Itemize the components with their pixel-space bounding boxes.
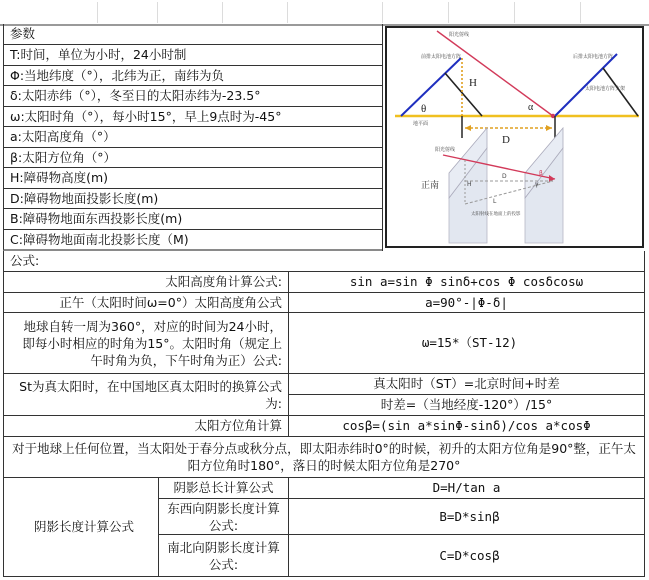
label-ground: 地平面 — [413, 121, 429, 127]
label-sunray-3d: 阳光射线 — [435, 147, 456, 153]
formula-label-solar-time[interactable]: St为真太阳时，在中国地区真太阳时的换算公式为: — [3, 374, 288, 416]
label-sunray: 阳光射线 — [449, 32, 470, 38]
shadow-label-total[interactable]: 阴影总长计算公式 — [158, 478, 288, 499]
column-gridline — [448, 2, 449, 23]
label-alpha: α — [528, 102, 534, 113]
formula-value-time-diff[interactable]: 时差=（当地经度-120°）/15° — [288, 395, 645, 416]
param-B[interactable]: B:障碍物地面东西投影长度(m) — [3, 209, 383, 230]
formula-label-noon[interactable]: 正午（太阳时间ω=0°）太阳高度角公式 — [3, 293, 288, 313]
column-gridline — [97, 2, 98, 23]
parameters-header[interactable]: 参数 — [3, 24, 383, 45]
label-H-3d: H — [467, 181, 472, 188]
diagram-svg — [387, 28, 642, 246]
label-beta-3d: β — [539, 170, 543, 177]
side-view-diagram — [395, 31, 639, 146]
shadow-value-ns[interactable] — [288, 535, 645, 577]
formula-value-hour-angle[interactable] — [288, 313, 645, 374]
formula-label-altitude[interactable]: 太阳高度角计算公式: — [3, 272, 288, 293]
label-H: H — [469, 77, 477, 89]
hour-angle-formula: ω=15*（ST-12) — [421, 335, 518, 350]
label-theta: θ — [421, 103, 427, 115]
label-front-panel: 前排太阳电池方阵 — [421, 54, 462, 60]
formula-value-solar-time[interactable]: 真太阳时（ST）=北京时间+时差 — [288, 374, 645, 395]
column-divider — [382, 24, 383, 251]
azimuth-note[interactable]: 对于地球上任何位置，当太阳处于春分点或秋分点，即太阳赤纬时0°的时候，初升的太阳方位角是90°整，正午太阳方位角时180°，落日的时候太阳方位角是270° — [3, 437, 645, 478]
param-beta[interactable]: β:太阳方位角（°） — [3, 148, 383, 168]
spreadsheet-header-row — [0, 0, 649, 26]
column-gridline — [580, 2, 581, 23]
shadow-label-ew[interactable] — [158, 499, 288, 535]
front-panel — [401, 58, 461, 116]
param-omega[interactable]: ω:太阳时角（°），每小时15°，早上9点时为-45° — [3, 107, 383, 127]
rear-panel — [555, 54, 617, 116]
label-rear-panel: 后排太阳电池方阵 — [573, 54, 614, 60]
label-south: 正南 — [421, 181, 440, 191]
perspective-diagram — [421, 128, 563, 243]
solar-shadow-diagram — [385, 26, 644, 248]
formula-value-altitude[interactable]: sin a=sin Φ sinδ+cos Φ cosδcosω — [288, 272, 645, 293]
param-delta[interactable]: δ:太阳赤纬（°），冬至日的太阳赤纬为-23.5° — [3, 86, 383, 107]
param-H[interactable]: H:障碍物高度(m) — [3, 168, 383, 189]
label-shadow: 太阳射线在地面上的投影 — [471, 212, 521, 217]
formula-value-noon[interactable]: a=90°-|Φ-δ| — [288, 293, 645, 313]
column-gridline — [222, 2, 223, 23]
column-gridline — [382, 2, 383, 23]
param-C[interactable]: C:障碍物地面南北投影长度（M) — [3, 230, 383, 251]
shadow-ew-text: 东西向阴影长度计算公式: — [167, 500, 280, 533]
shadow-group-text: 阴影长度计算公式 — [33, 519, 134, 534]
column-gridline — [514, 2, 515, 23]
shadow-group-label[interactable] — [3, 478, 158, 577]
column-gridline — [287, 2, 288, 23]
label-D-3d: D — [502, 173, 507, 180]
formula-value-azimuth[interactable]: cosβ=(sin a*sinΦ-sinδ)/cos a*cosΦ — [288, 416, 645, 437]
label-D: D — [502, 134, 510, 146]
hour-angle-description: 地球自转一周为360°，对应的时间为24小时，即每小时相应的时角为15°。太阳时角（规定上午时角为负，下午时角为正）公式: — [22, 318, 282, 368]
formulas-header[interactable]: 公式: — [3, 251, 645, 272]
param-T[interactable]: T:时间，单位为小时，24小时制 — [3, 45, 383, 66]
label-L-3d: L — [493, 198, 497, 205]
shadow-ew-formula: B=D*sinβ — [439, 508, 500, 524]
shadow-ns-formula: C=D*cosβ — [439, 547, 500, 563]
label-support: 太阳电池方阵支架 — [585, 86, 626, 92]
column-gridline — [157, 2, 158, 23]
param-phi[interactable]: Φ:当地纬度（°），北纬为正，南纬为负 — [3, 66, 383, 86]
formula-label-hour-angle[interactable] — [3, 313, 288, 374]
shadow-value-ew[interactable] — [288, 499, 645, 535]
rear-support — [603, 68, 638, 116]
sun-ray — [437, 31, 553, 116]
param-D[interactable]: D:障碍物地面投影长度(m) — [3, 189, 383, 209]
formula-label-azimuth[interactable]: 太阳方位角计算 — [3, 416, 288, 437]
shadow-label-ns[interactable] — [158, 535, 288, 577]
shadow-ns-text: 南北向阴影长度计算公式: — [167, 539, 280, 572]
shadow-value-total[interactable]: D=H/tan a — [288, 478, 645, 499]
param-a[interactable]: a:太阳高度角（°） — [3, 127, 383, 148]
label-gamma-3d: γ — [535, 181, 539, 188]
